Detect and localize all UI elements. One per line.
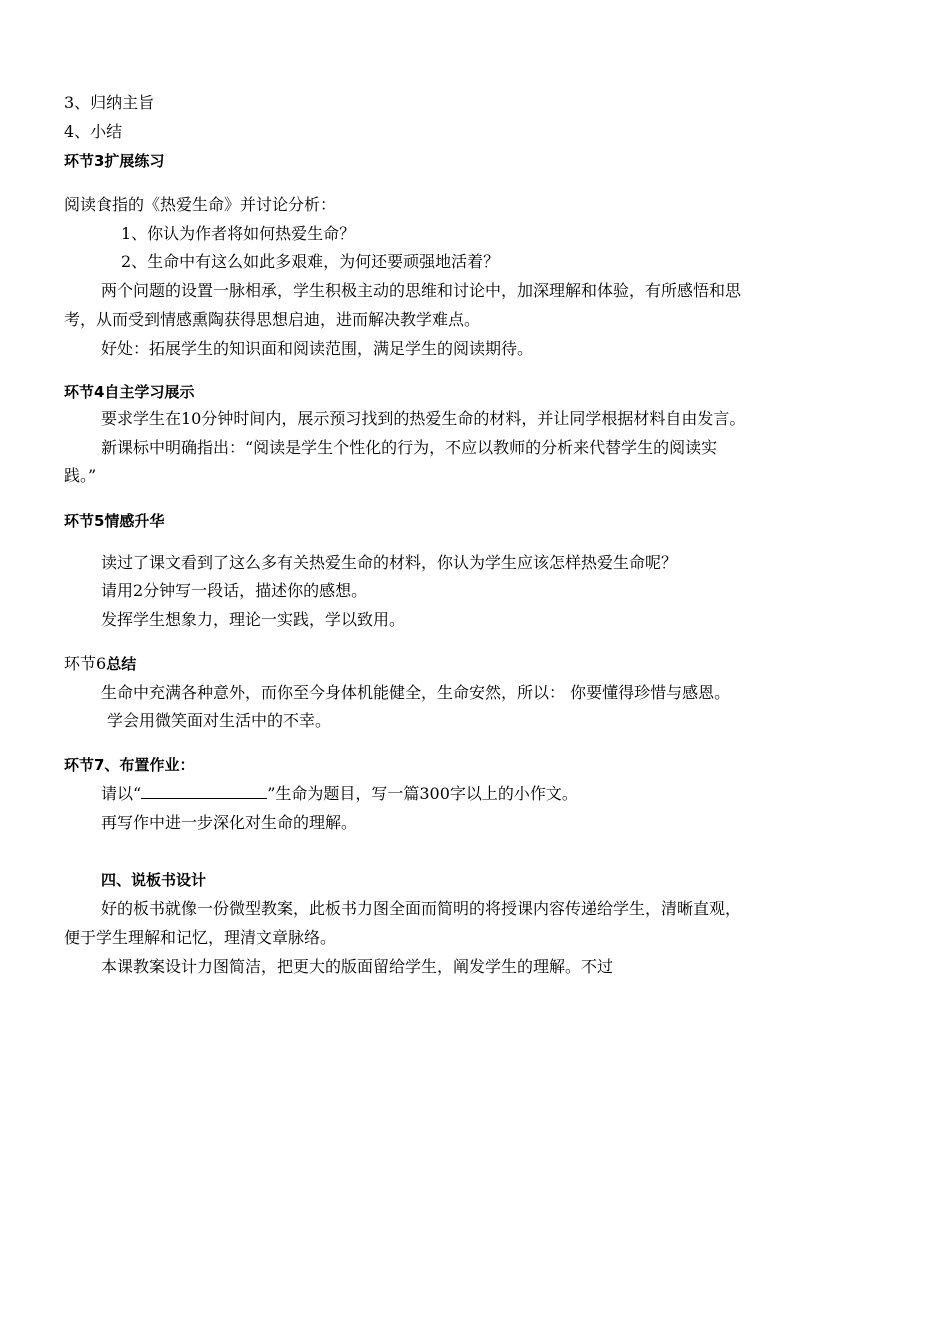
assignment-post: ”生命为题目，写一篇300字以上的小作文。 [267,784,578,803]
paragraph: 两个问题的设置一脉相承，学生积极主动的思维和讨论中，加深理解和体验，有所感悟和思 [101,281,742,300]
question-1: 1、你认为作者将如何热爱生命？ [121,224,356,243]
paragraph: 请用2分钟写一段话，描述你的感想。 [101,581,368,600]
paragraph: 考，从而受到情感熏陶获得思想启迪，进而解决教学难点。 [64,310,481,329]
section-heading-7: 环节7、布置作业： [64,756,195,774]
paragraph: 新课标中明确指出：“阅读是学生个性化的行为，不应以教师的分析来代替学生的阅读实 [101,438,718,457]
paragraph: 学会用微笑面对生活中的不幸。 [107,711,332,730]
paragraph: 便于学生理解和记忆，理清文章脉络。 [64,928,337,947]
list-item-3: 3、归纳主旨 [64,93,155,112]
paragraph: 生命中充满各种意外，而你至今身体机能健全，生命安然，所以： 你要懂得珍惜与感恩。 [101,683,731,702]
paragraph: 要求学生在10分钟时间内，展示预习找到的热爱生命的材料，并让同学根据材料自由发言。 [101,409,746,428]
paragraph: 践。” [64,466,97,485]
paragraph: 好处：拓展学生的知识面和阅读范围，满足学生的阅读期待。 [101,339,534,358]
section-heading-4: 环节4自主学习展示 [64,383,195,401]
paragraph: 阅读食指的《热爱生命》并讨论分析： [64,195,337,214]
heading-prefix: 环节6 [64,654,107,673]
paragraph: 读过了课文看到了这么多有关热爱生命的材料，你认为学生应该怎样热爱生命呢？ [101,553,678,572]
paragraph: 再写作中进一步深化对生命的理解。 [101,813,358,832]
section-heading-6 [64,654,136,674]
question-2: 2、生命中有这么如此多艰难，为何还要顽强地活着？ [121,252,500,271]
section-heading-3: 环节3扩展练习 [64,152,165,170]
assignment-pre: 请以“ [101,784,142,803]
paragraph: 发挥学生想象力，理论一实践，学以致用。 [101,610,406,629]
section-heading-5: 环节5情感升华 [64,512,165,530]
list-item-4: 4、小结 [64,122,123,141]
paragraph: 本课教案设计力图简洁，把更大的版面留给学生，阐发学生的理解。不过 [101,957,614,976]
fill-in-blank [141,784,267,799]
assignment-line [101,784,578,804]
paragraph: 好的板书就像一份微型教案，此板书力图全面而简明的将授课内容传递给学生，清晰直观， [101,899,742,918]
section-heading-board-design: 四、说板书设计 [101,871,207,889]
heading-bold: 总结 [106,655,137,673]
